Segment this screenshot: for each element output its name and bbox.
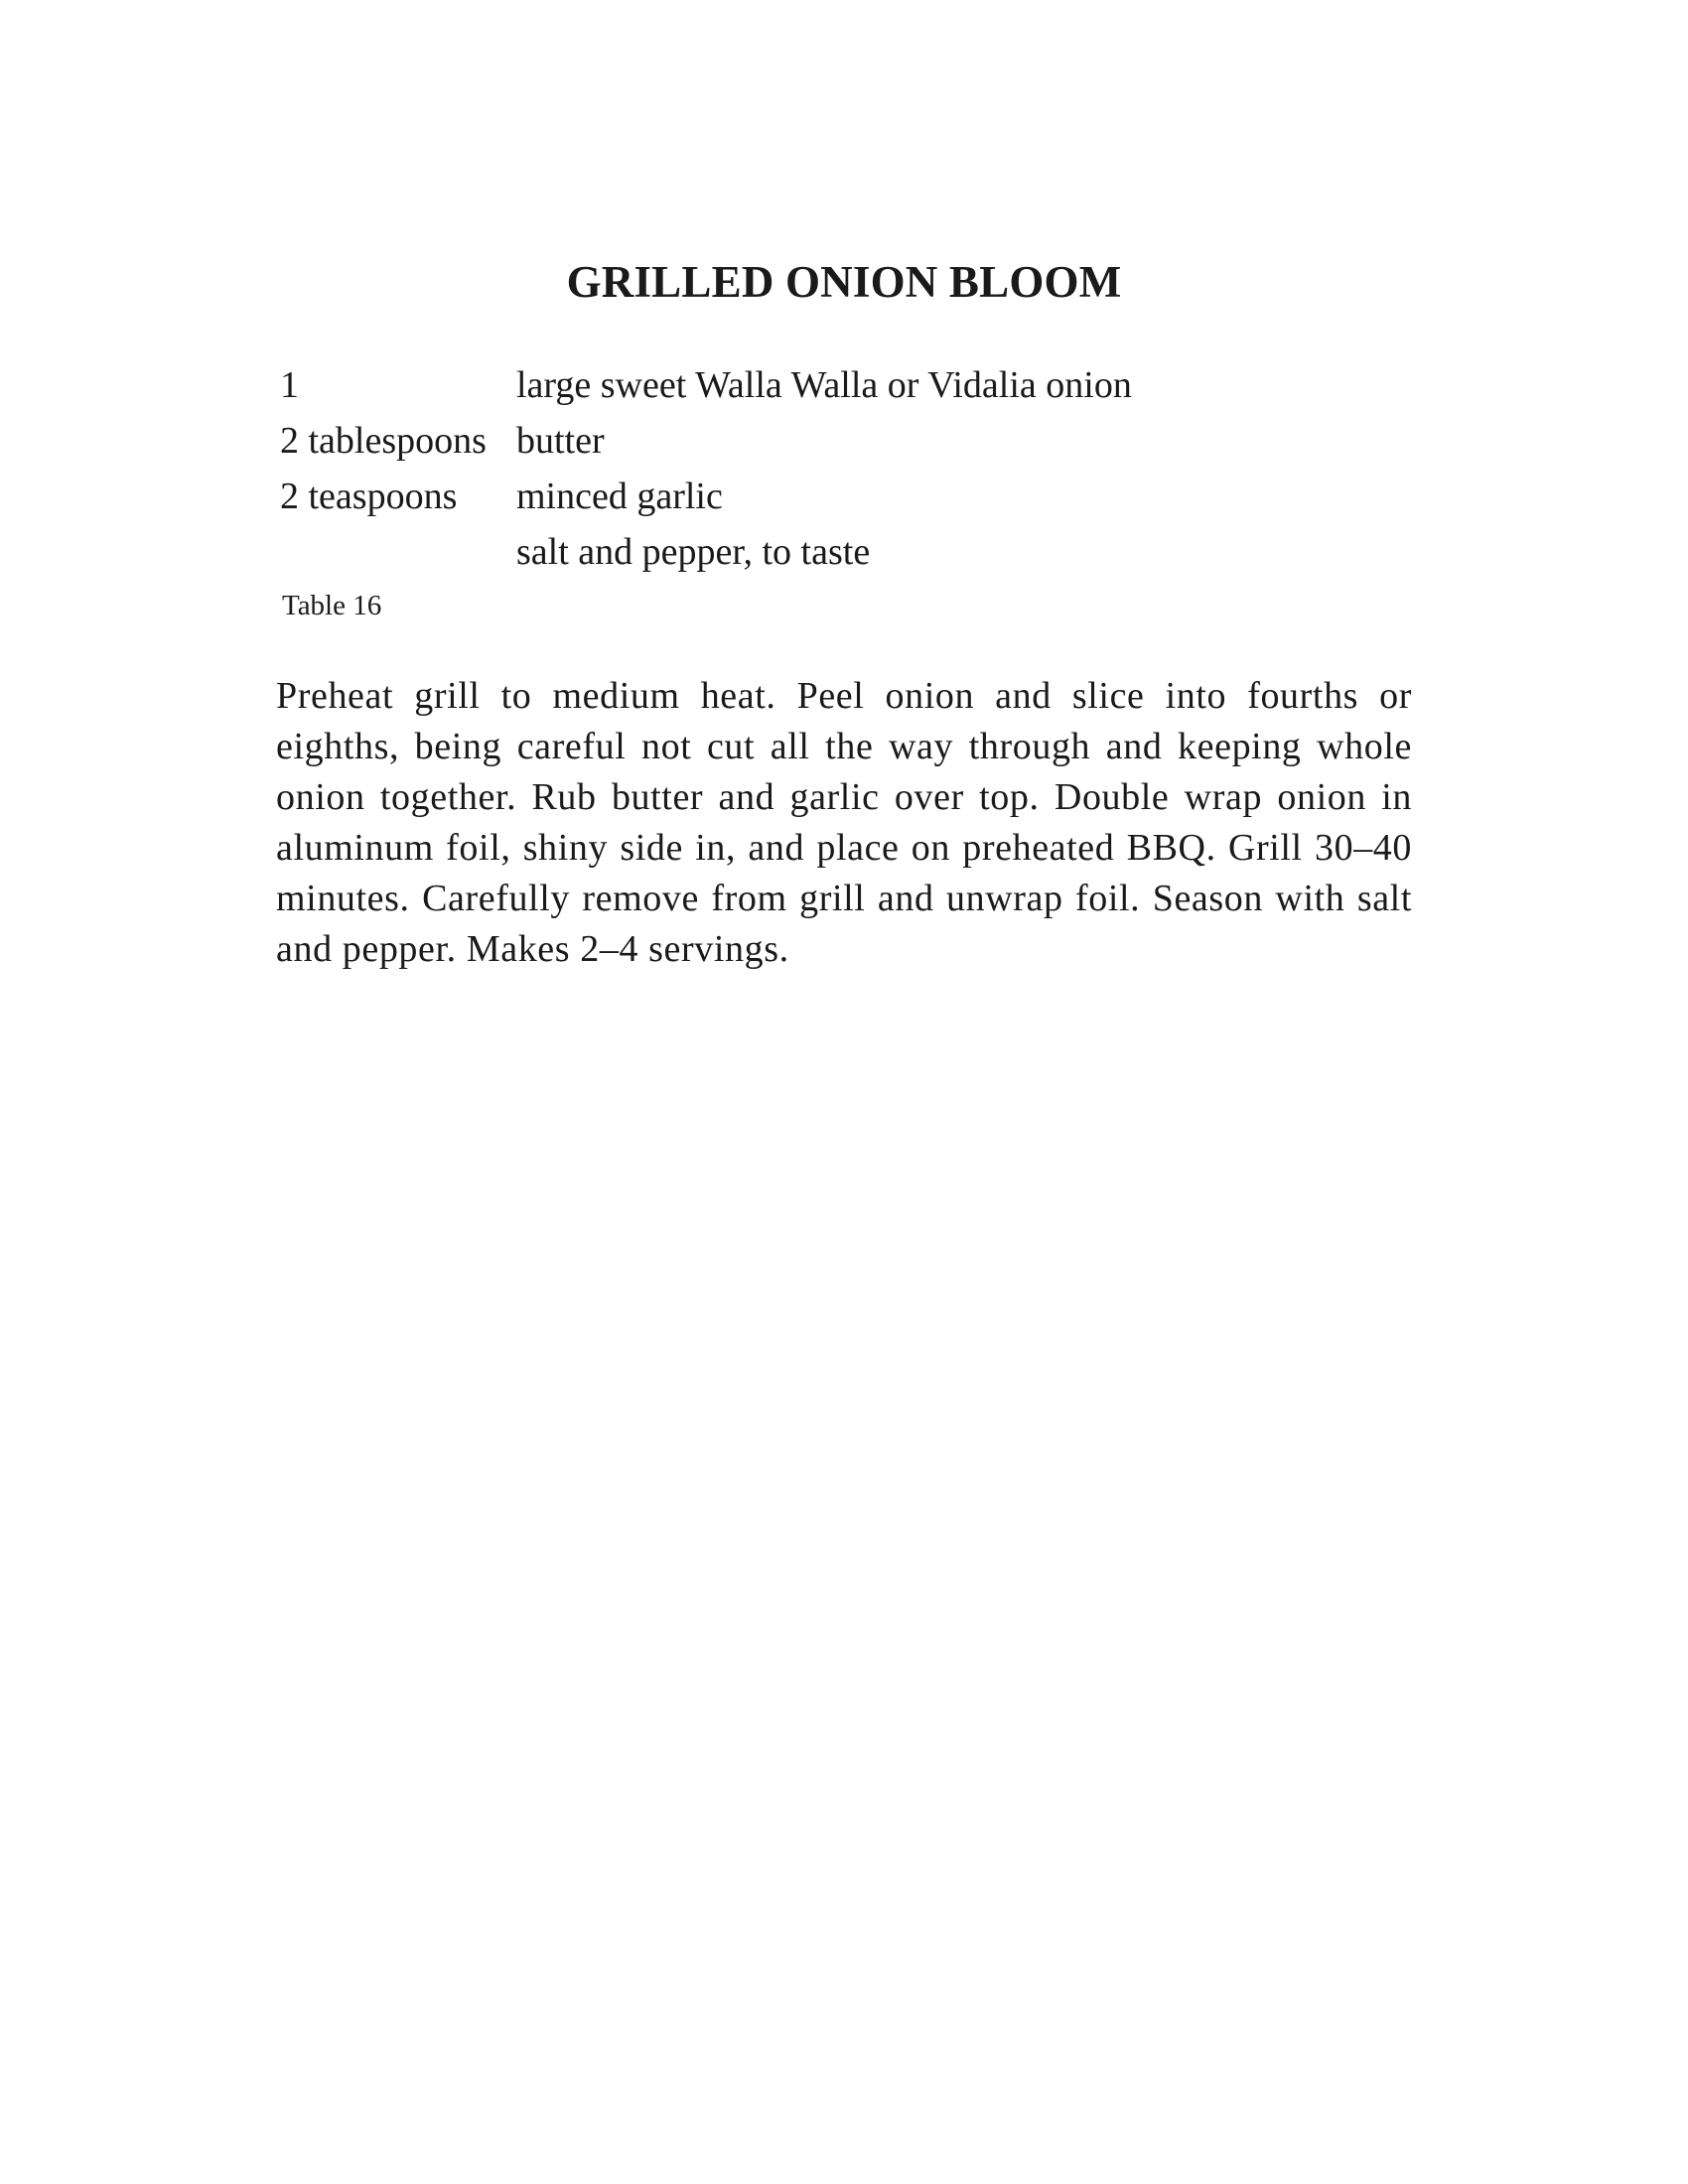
ingredient-row [280, 469, 1273, 524]
recipe-instructions: Preheat grill to medium heat. Peel onion and slice into fourths or eighths, being careful not cut all the way through and keeping whole onion together. Rub butter and garlic over top. Double wrap onion in aluminum foil, shiny side in, and place on preheated BBQ. Grill 30–40 minutes. Carefully remove from grill and unwrap foil. Season with salt and pepper. Makes 2–4 servings. [276, 675, 1412, 970]
ingredient-item: minced garlic [516, 476, 723, 517]
ingredient-quantity: 1 [280, 364, 299, 406]
ingredient-item: large sweet Walla Walla or Vidalia onion [516, 364, 1132, 406]
ingredient-quantity [280, 524, 516, 580]
ingredient-quantity: 2 tablespoons [280, 420, 487, 462]
ingredient-item: butter [516, 420, 605, 462]
ingredient-row [280, 524, 1273, 580]
ingredient-quantity: 2 teaspoons [280, 476, 458, 517]
ingredients-table [280, 357, 1273, 580]
ingredient-row [280, 413, 1273, 469]
recipe-title: GRILLED ONION BLOOM [566, 257, 1122, 307]
ingredient-row [280, 357, 1273, 413]
ingredient-item: salt and pepper, to taste [516, 531, 871, 573]
table-caption: Table 16 [282, 590, 382, 621]
